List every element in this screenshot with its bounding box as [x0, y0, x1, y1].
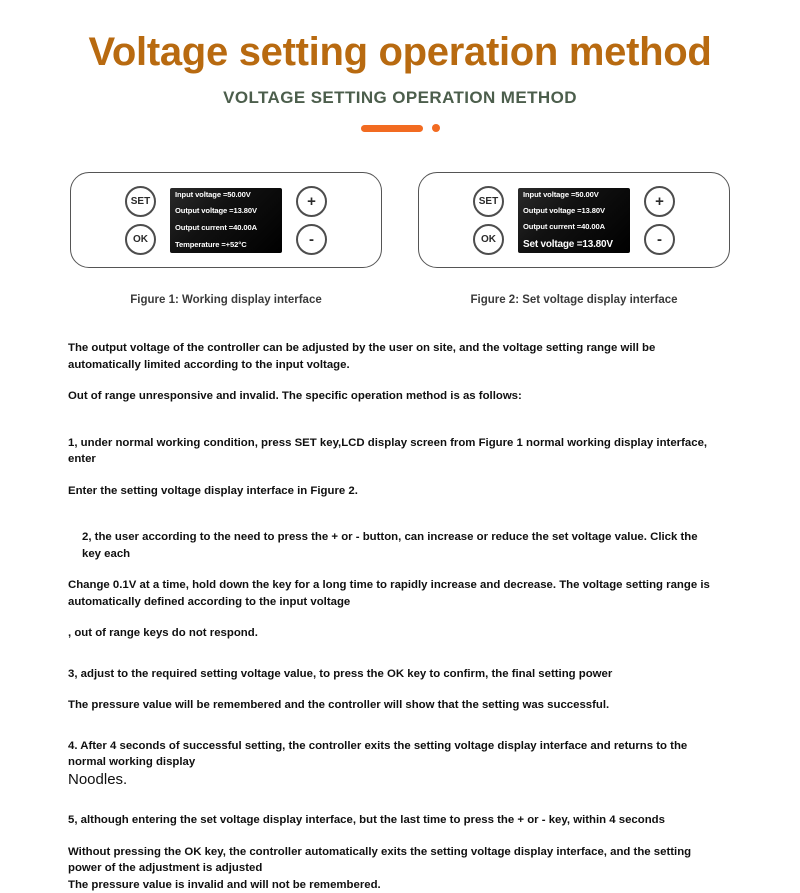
page-subtitle: VOLTAGE SETTING OPERATION METHOD: [223, 88, 577, 107]
lcd-line-temperature: Temperature =+52°C: [175, 240, 247, 250]
paragraph-step-2-cont: Change 0.1V at a time, hold down the key for a long time to rapidly increase and decrease. The voltage setting range is automatically defined according to the input voltage: [68, 579, 710, 608]
lcd-line-output-current: Output current =40.00A: [523, 221, 605, 231]
paragraph-step-5-end: The pressure value is invalid and will not be remembered.: [68, 878, 381, 891]
page-header: [0, 0, 800, 132]
device-2-left-buttons: [473, 186, 504, 255]
paragraph-step-4: 4. After 4 seconds of successful setting, the controller exits the setting voltage display interface and returns to the normal working display: [68, 739, 688, 769]
figure-1-caption: Figure 1: Working display interface: [130, 294, 322, 306]
paragraph-step-3: 3, adjust to the required setting voltage value, to press the OK key to confirm, the final setting power: [68, 667, 613, 680]
page-title: Voltage setting operation method: [88, 30, 712, 74]
paragraph-intro-2: Out of range unresponsive and invalid. The specific operation method is as follows:: [68, 390, 522, 403]
device-2-right-buttons: [644, 186, 675, 255]
accent-divider: [0, 124, 800, 132]
device-1-left-buttons: [125, 186, 156, 255]
instructions-body: [68, 340, 714, 893]
paragraph-step-5-cont: Without pressing the OK key, the controller automatically exits the setting voltage display interface, and the setting power of the adjustment is adjusted: [68, 845, 692, 875]
paragraph-step-3-cont: The pressure value will be remembered and the controller will show that the setting was successful.: [68, 699, 610, 712]
lcd-line-output-current: Output current =40.00A: [175, 223, 257, 233]
paragraph-step-2-end: , out of range keys do not respond.: [68, 627, 258, 640]
ok-button[interactable]: OK: [473, 224, 504, 255]
lcd-line-input-voltage: Input voltage =50.00V: [523, 189, 599, 199]
lcd-display-1: [170, 188, 282, 253]
paragraph-step-5: 5, although entering the set voltage display interface, but the last time to press the + or - key, within 4 seconds: [68, 813, 665, 826]
plus-button[interactable]: +: [644, 186, 675, 217]
device-figures: [0, 172, 800, 268]
figure-captions: [0, 294, 800, 306]
figure-2-caption: Figure 2: Set voltage display interface: [470, 294, 678, 306]
paragraph-step-2: 2, the user according to the need to press the + or - button, can increase or reduce the set voltage value. Click the key each: [82, 531, 698, 560]
device-panel-1: [70, 172, 382, 268]
lcd-line-output-voltage: Output voltage =13.80V: [175, 206, 257, 216]
set-button[interactable]: SET: [473, 186, 504, 217]
divider-dot-icon: [432, 124, 440, 132]
lcd-line-output-voltage: Output voltage =13.80V: [523, 205, 605, 215]
paragraph-intro-1: The output voltage of the controller can be adjusted by the user on site, and the voltage setting range will be automatically limited according to the input voltage.: [68, 342, 656, 371]
minus-button[interactable]: -: [296, 224, 327, 255]
minus-button[interactable]: -: [644, 224, 675, 255]
set-button[interactable]: SET: [125, 186, 156, 217]
paragraph-step-1: 1, under normal working condition, press SET key,LCD display screen from Figure 1 normal working display interface, enter: [68, 436, 708, 466]
lcd-line-input-voltage: Input voltage =50.00V: [175, 189, 251, 199]
device-1-right-buttons: [296, 186, 327, 255]
lcd-line-set-voltage: Set voltage =13.80V: [523, 238, 613, 250]
ok-button[interactable]: OK: [125, 224, 156, 255]
divider-bar: [361, 125, 423, 132]
plus-button[interactable]: +: [296, 186, 327, 217]
lcd-display-2: [518, 188, 630, 253]
paragraph-noodles: Noodles.: [68, 770, 128, 788]
device-panel-2: [418, 172, 730, 268]
paragraph-step-1-cont: Enter the setting voltage display interface in Figure 2.: [68, 484, 358, 497]
